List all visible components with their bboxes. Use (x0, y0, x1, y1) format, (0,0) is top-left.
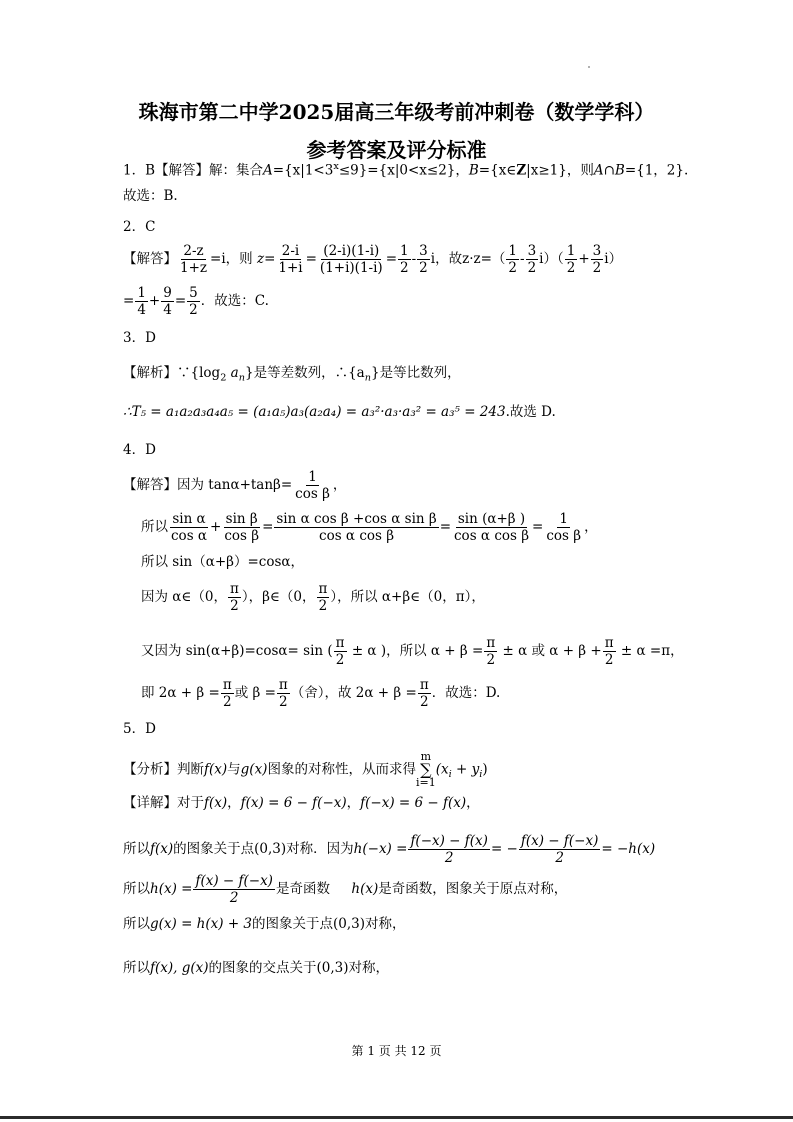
q5-line-5: 所以g(x) = h(x) + 3的图象关于点(0,3)对称， (123, 916, 406, 932)
q1-line-1: 1．B【解答】解：集合$A=\{x|1<3^x\le 9\}=\{x|0<x\le 2\}$，B={x∈Z|x≥1}，则A∩B={1，2}. (123, 161, 689, 179)
q3-line-2: ∴T₅ = a₁a₂a₃a₄a₅ = (a₁a₅)a₃(a₂a₄) = a₃²·a₃·a₃² = a₃⁵ = 243.故选 D. (123, 404, 556, 420)
q4-line-2: 所以 $\frac{\text{sin α}}{\text{cos α}}$ + $\frac{\text{sin β}}{\text{cos β}}$ = $\frac{\text{sin α cos β +cos α sin β}}{\text{cos α cos β}}$ = $\frac{\sin (\alpha+\beta )}{\text{cos α cos β}}$ = $\frac{1}{\text{cos β}}$ ， (141, 511, 598, 545)
speck (588, 66, 590, 68)
page-footer: 第 1 页 共 12 页 (351, 1044, 442, 1058)
q4-line-6: 即 2α + β = $\frac{\pi}{2}$ 或 β = $\frac{\pi}{2}$ （舍），故 2α + β = $\frac{\pi}{2}$ ．故选：D. (141, 677, 501, 711)
q3-line-1: 【解析】$\because\{\log_2$ $a_n$}是等差数列，$\therefore\{a_n\}$是等比数列， (123, 365, 461, 384)
q5-head: 5．D (123, 721, 156, 737)
q2-line-1: 【解答】 $\frac{2-z}{1+z}$ =i，则 z= $\frac{2-i}{1+i}$ = $\frac{(2-i)(1-i)}{(1+i)(1-i)}$ = $\frac{1}{2}$ - $\frac{3}{2}$ i，故z·z=（ $\frac{1}{2}$ - $\frac{3}{2}$ i）（ $\frac{1}{2}$ + $\frac{3}{2}$ i） (123, 243, 623, 277)
q5-line-3: 所以f(x)的图象关于点(0,3)对称．因为h(−x) = $\frac{f(-x) - f(x)}{2}$ = − $\frac{f(x) - f(-x)}{2}$ = −h(x) (123, 833, 656, 867)
q5-line-1: 【分析】判断f(x)与g(x)图象的对称性，从而求得 m ∑ i=1 $(x_i + y_i)$ (123, 750, 488, 789)
q5-line-4: 所以h(x) = $\frac{f(x) - f(-x)}{2}$ 是奇函数 h(x)是奇函数，图象关于原点对称， (123, 873, 568, 907)
q5-line-6: 所以f(x), g(x)的图象的交点关于(0,3)对称， (123, 960, 390, 976)
page-subtitle: 参考答案及评分标准 (306, 138, 487, 162)
q2-line-2: = $\frac{1}{4}$ + $\frac{9}{4}$ = $\frac{5}{2}$ ．故选：C. (123, 285, 269, 319)
bottom-rule (0, 1116, 793, 1119)
q1-line-2: 故选：B. (123, 188, 178, 204)
q5-line-2: 【详解】对于f(x)，f(x) = 6 − f(−x)，f(−x) = 6 − f(x)， (123, 795, 480, 811)
q4-line-5: 又因为 sin(α+β)=cosα= sin ( $\frac{\pi}{2}$ ± α )，所以 α + β = $\frac{\pi}{2}$ ± α 或 α + β + $\frac{\pi}{2}$ ± α =π， (141, 635, 684, 669)
q3-head: 3．D (123, 330, 156, 346)
page-title: 珠海市第二中学2025届高三年级考前冲刺卷（数学学科） (138, 100, 655, 124)
q4-line-4: 因为 α∈（0， $\frac{\pi}{2}$ ），β∈（0， $\frac{\pi}{2}$ ），所以 α+β∈（0，π）， (141, 581, 485, 615)
q2-head: 2．C (123, 219, 156, 235)
q4-head: 4．D (123, 442, 156, 458)
q4-line-3: 所以 sin（α+β）=cosα， (141, 554, 305, 570)
q4-line-1: 【解答】因为 tanα+tanβ= $\frac{1}{\text{cos β}}$ ， (123, 469, 347, 503)
